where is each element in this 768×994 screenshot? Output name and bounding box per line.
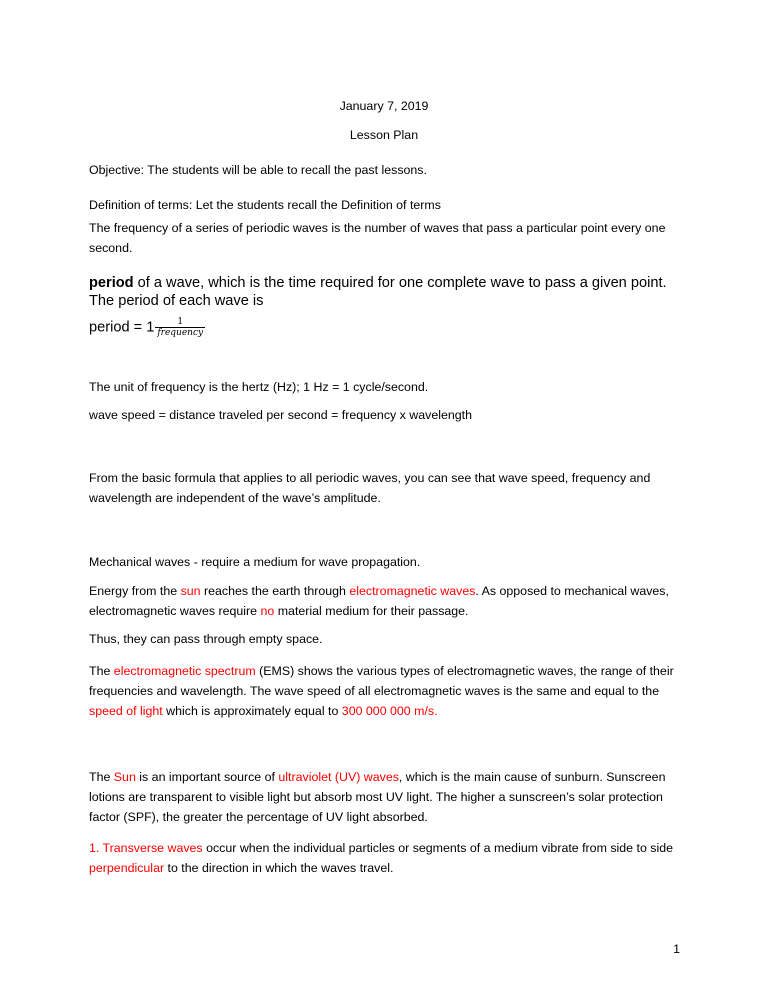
ems-highlight-spectrum: electromagnetic spectrum [113, 664, 256, 678]
objective-line: Objective: The students will be able to recall the past lessons. [89, 163, 427, 177]
mechanical-waves-line: Mechanical waves - require a medium for wave propagation. [89, 555, 421, 569]
page-number: 1 [673, 942, 680, 956]
transverse-highlight-title: 1. Transverse waves [89, 841, 203, 855]
period-definition [89, 274, 679, 310]
energy-text-4: material medium for their passage. [274, 604, 469, 618]
sun-uv-paragraph [89, 767, 679, 827]
ems-highlight-value: 300 000 000 m/s. [341, 704, 438, 718]
energy-highlight-em-waves: electromagnetic waves [349, 584, 476, 598]
period-fraction [155, 317, 205, 338]
period-definition-text: of a wave, which is the time required for one complete wave to pass a given point. The period of each wave is [89, 275, 667, 309]
period-formula-prefix: period = 1 [89, 319, 155, 336]
date-line: January 7, 2019 [339, 99, 429, 113]
page-title: Lesson Plan [349, 128, 419, 142]
energy-text-1: Energy from the [89, 584, 181, 598]
sun-highlight-uv: ultraviolet (UV) waves [278, 770, 399, 784]
sun-text-1: The [89, 770, 114, 784]
wave-speed-line: wave speed = distance traveled per second = frequency x wavelength [89, 408, 472, 422]
definition-intro: Definition of terms: Let the students recall the Definition of terms [89, 198, 441, 212]
basic-formula-paragraph: From the basic formula that applies to all periodic waves, you can see that wave speed, frequency and wavelength are independent of the wave’s amplitude. [89, 471, 651, 505]
fraction-numerator: 1 [155, 317, 205, 328]
energy-text-3: . As opposed to mechanical waves, electromagnetic waves require [89, 584, 669, 618]
energy-highlight-sun: sun [180, 584, 201, 598]
sun-text-3: , which is the main cause of sunburn. Sunscreen lotions are transparent to visible light but absorb most UV light. The higher a sunscreen’s solar protection factor (SPF), the greater the percentage of UV light absorbed. [89, 770, 666, 824]
fraction-denominator: frequency [157, 328, 204, 338]
sun-highlight-sun: Sun [113, 770, 136, 784]
energy-paragraph [89, 581, 679, 621]
transverse-highlight-perpendicular: perpendicular [89, 861, 165, 875]
transverse-text-1: occur when the individual particles or segments of a medium vibrate from side to side [202, 841, 674, 855]
period-term: period [89, 275, 134, 291]
energy-highlight-no: no [260, 604, 275, 618]
ems-text-1: The [89, 664, 114, 678]
empty-space-line: Thus, they can pass through empty space. [89, 632, 323, 646]
ems-text-3: which is approximately equal to [162, 704, 342, 718]
frequency-unit-line: The unit of frequency is the hertz (Hz); 1 Hz = 1 cycle/second. [89, 380, 429, 394]
ems-text-2: (EMS) shows the various types of electromagnetic waves, the range of their frequencies and wavelength. The wave speed of all electromagnetic waves is the same and equal to the [89, 664, 674, 698]
sun-text-2: is an important source of [135, 770, 279, 784]
frequency-definition: The frequency of a series of periodic waves is the number of waves that pass a particular point every one second. [89, 221, 666, 255]
transverse-text-2: to the direction in which the waves travel. [164, 861, 394, 875]
ems-paragraph [89, 661, 679, 721]
energy-text-2: reaches the earth through [200, 584, 350, 598]
transverse-paragraph [89, 838, 679, 878]
ems-highlight-speed-of-light: speed of light [89, 704, 163, 718]
period-formula [89, 317, 679, 338]
